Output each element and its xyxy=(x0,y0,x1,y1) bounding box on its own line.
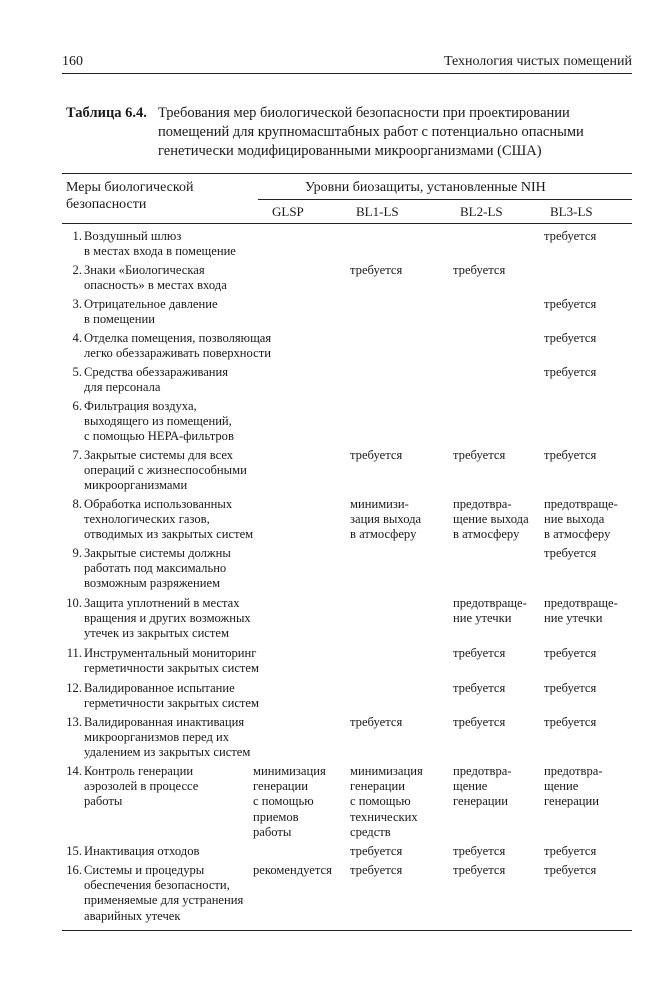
column-header-bl2: BL2-LS xyxy=(460,204,503,219)
row-number: 8. xyxy=(72,497,82,511)
row-number: 10. xyxy=(66,596,82,610)
levels-header-rule xyxy=(258,199,632,200)
bl3-cell: требуется xyxy=(544,715,597,729)
measure-cell: Обработка использованных технологических газов, отводимых из закрытых систем xyxy=(84,497,254,542)
bl2-cell: требуется xyxy=(453,263,506,277)
row-number: 1. xyxy=(72,229,82,243)
measure-cell: Фильтрация воздуха, выходящего из помещений, с помощью НЕРА-фильтров xyxy=(84,399,234,444)
measure-cell: Знаки «Биологическая опасность» в местах входа xyxy=(84,263,227,293)
row-number: 15. xyxy=(66,844,82,858)
header-rule xyxy=(62,73,632,74)
bl3-cell: предотвра- щение генерации xyxy=(544,764,603,809)
measure-cell: Закрытые системы для всех операций с жизнеспособными микроорганизмами xyxy=(84,448,247,493)
measure-cell: Валидированная инактивация микроорганизмов перед их удалением из закрытых систем xyxy=(84,715,251,760)
bl2-cell: требуется xyxy=(453,681,506,695)
bl1-cell: минимизация генерации с помощью технических средств xyxy=(350,764,423,839)
table-caption-text: Требования мер биологической безопасности при проектировании помещений для крупномасштабных работ с потенциально опасными генетически модифицированными микроорганизмами (США) xyxy=(158,105,584,159)
table-top-rule xyxy=(62,173,632,174)
measure-cell: Инактивация отходов xyxy=(84,844,200,858)
measure-cell: Системы и процедуры обеспечения безопасности, применяемые для устранения аварийных утечек xyxy=(84,863,244,923)
row-number: 13. xyxy=(66,715,82,729)
column-header-measures: Меры биологической безопасности xyxy=(66,180,194,212)
bl3-cell: требуется xyxy=(544,863,597,877)
column-header-bl1: BL1-LS xyxy=(356,204,399,219)
measure-cell: Отделка помещения, позволяющая легко обеззараживать поверхности xyxy=(84,331,272,361)
bl3-cell: предотвраще- ние выхода в атмосферу xyxy=(544,497,618,542)
bl3-cell: требуется xyxy=(544,331,597,345)
measure-cell: Закрытые системы должны работать под максимально возможным разряжением xyxy=(84,546,231,591)
table-header-rule xyxy=(62,223,632,224)
running-title: Технология чистых помещений xyxy=(443,54,632,69)
bl2-cell: требуется xyxy=(453,448,506,462)
glsp-cell: минимизация генерации с помощью приемов работы xyxy=(253,764,326,839)
table-caption-label: Таблица 6.4. xyxy=(66,105,147,121)
bl1-cell: требуется xyxy=(350,263,403,277)
bl2-cell: предотвраще- ние утечки xyxy=(453,596,527,626)
row-number: 5. xyxy=(72,365,82,379)
bl2-cell: требуется xyxy=(453,646,506,660)
row-number: 14. xyxy=(66,764,82,778)
bl3-cell: требуется xyxy=(544,297,597,311)
bl1-cell: требуется xyxy=(350,715,403,729)
row-number: 2. xyxy=(72,263,82,277)
bl3-cell: предотвраще- ние утечки xyxy=(544,596,618,626)
bl2-cell: предотвра- щение генерации xyxy=(453,764,512,809)
row-number: 7. xyxy=(72,448,82,462)
row-number: 11. xyxy=(66,646,82,660)
row-number: 6. xyxy=(72,399,82,413)
measure-cell: Отрицательное давление в помещении xyxy=(84,297,218,327)
running-header xyxy=(62,54,632,72)
row-number: 3. xyxy=(72,297,82,311)
bl3-cell: требуется xyxy=(544,365,597,379)
measure-cell: Валидированное испытание герметичности закрытых систем xyxy=(84,681,259,711)
row-number: 4. xyxy=(72,331,82,345)
measure-cell: Средства обеззараживания для персонала xyxy=(84,365,229,395)
page-number: 160 xyxy=(62,54,83,69)
bl2-cell: предотвра- щение выхода в атмосферу xyxy=(453,497,529,542)
column-header-glsp: GLSP xyxy=(272,204,304,219)
measure-cell: Инструментальный мониторинг герметичности закрытых систем xyxy=(84,646,259,676)
table-bottom-rule xyxy=(62,930,632,931)
column-header-levels: Уровни биозащиты, установленные NIH xyxy=(305,180,546,195)
bl2-cell: требуется xyxy=(453,715,506,729)
bl2-cell: требуется xyxy=(453,863,506,877)
bl1-cell: требуется xyxy=(350,863,403,877)
bl1-cell: требуется xyxy=(350,844,403,858)
glsp-cell: рекомендуется xyxy=(253,863,332,877)
bl1-cell: требуется xyxy=(350,448,403,462)
measure-cell: Воздушный шлюз в местах входа в помещение xyxy=(84,229,236,259)
row-number: 9. xyxy=(72,546,82,560)
row-number: 16. xyxy=(66,863,82,877)
bl3-cell: требуется xyxy=(544,844,597,858)
bl3-cell: требуется xyxy=(544,646,597,660)
column-header-bl3: BL3-LS xyxy=(550,204,593,219)
row-number: 12. xyxy=(66,681,82,695)
bl3-cell: требуется xyxy=(544,681,597,695)
bl3-cell: требуется xyxy=(544,448,597,462)
measure-cell: Защита уплотнений в местах вращения и других возможных утечек из закрытых систем xyxy=(84,596,251,641)
bl2-cell: требуется xyxy=(453,844,506,858)
bl1-cell: минимизи- зация выхода в атмосферу xyxy=(350,497,422,542)
measure-cell: Контроль генерации аэрозолей в процессе работы xyxy=(84,764,199,809)
bl3-cell: требуется xyxy=(544,229,597,243)
bl3-cell: требуется xyxy=(544,546,597,560)
